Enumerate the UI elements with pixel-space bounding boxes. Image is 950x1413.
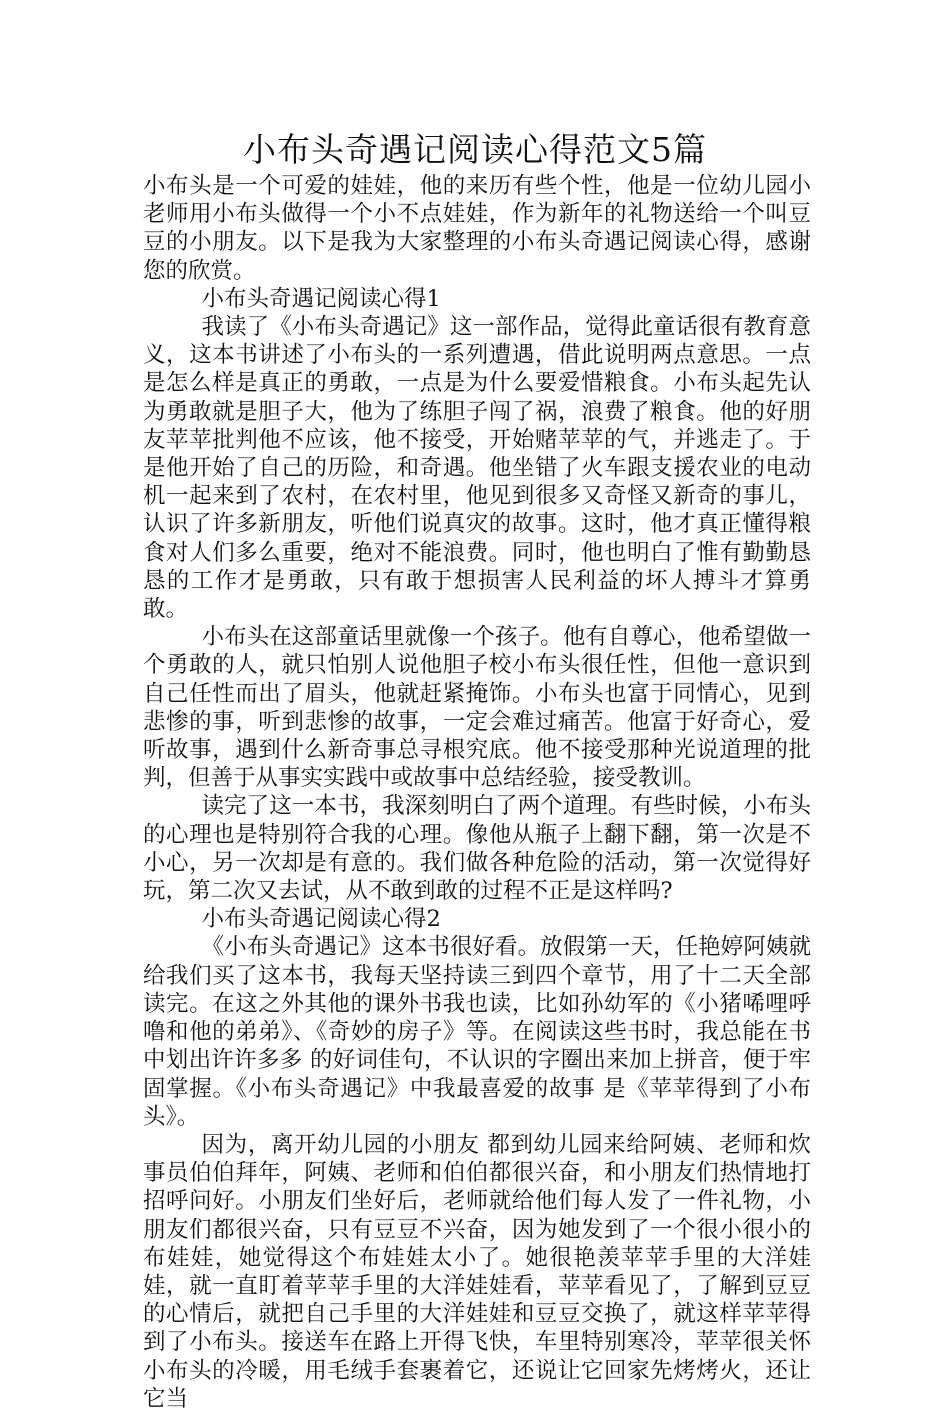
section1-paragraph-3: 读完了这一本书，我深刻明白了两个道理。有些时候，小布头的心理也是特别符合我的心理。像他从瓶子上翻下翻，第一次是不小心，另一次却是有意的。我们做各种危险的活动，第一次觉得好玩，第二次又去试，从不敢到敢的过程不正是这样吗? (143, 793, 811, 905)
section1-paragraph-2: 小布头在这部童话里就像一个孩子。他有自尊心，他希望做一个勇敢的人，就只怕别人说他胆子校小布头很任性，但他一意识到自己任性而出了眉头，他就赶紧掩饰。小布头也富于同情心，见到悲惨的事，听到悲惨的故事，一定会难过痛苦。他富于好奇心，爱听故事，遇到什么新奇事总寻根究底。他不接受那种光说道理的批判，但善于从事实实践中或故事中总结经验，接受教训。 (143, 624, 811, 792)
intro-paragraph: 小布头是一个可爱的娃娃，他的来历有些个性，他是一位幼儿园小老师用小布头做得一个小不点娃娃，作为新年的礼物送给一个叫豆豆的小朋友。以下是我为大家整理的小布头奇遇记阅读心得，感谢您的欣赏。 (143, 173, 811, 284)
document-body (143, 172, 811, 1413)
section2-paragraph-2: 因为，离开幼儿园的小朋友 都到幼儿园来给阿姨、老师和炊事员伯伯拜年，阿姨、老师和伯伯都很兴奋，和小朋友们热情地打招呼问好。小朋友们坐好后，老师就给他们每人发了一件礼物，小朋友们都很兴奋，只有豆豆不兴奋，因为她发到了一个很小很小的布娃娃，她觉得这个布娃娃太小了。她很艳羡苹苹手里的大洋娃娃，就一直盯着苹苹手里的大洋娃娃看，苹苹看见了，了解到豆豆的心情后，就把自己手里的大洋娃娃和豆豆交换了，就这样苹苹得到了小布头。接送车在路上开得飞快，车里特别寒冷，苹苹很关怀小布头的冷暖，用毛绒手套裹着它，还说让它回家先烤烤火，还让它当 (143, 1131, 811, 1412)
document-title: 小布头奇遇记阅读心得范文5篇 (243, 130, 707, 169)
section2-paragraph-1: 《小布头奇遇记》这本书很好看。放假第一天，任艳婷阿姨就给我们买了这本书，我每天坚持读三到四个章节，用了十二天全部读完。在这之外其他的课外书我也读，比如孙幼军的《小猪唏哩呼噜和他的弟弟》、《奇妙的房子》等。在阅读这些书时，我总能在书中划出许许多多 的好词佳句，不认识的字圈出来加上拼音，便于牢固掌握。《小布头奇遇记》中我最喜爱的故事 是《苹苹得到了小布头》。 (143, 934, 811, 1130)
section-heading-1: 小布头奇遇记阅读心得1 (201, 285, 441, 312)
section1-paragraph-1: 我读了《小布头奇遇记》这一部作品，觉得此童话很有教育意义，这本书讲述了小布头的一系列遭遇，借此说明两点意思。一点是怎么样是真正的勇敢，一点是为什么要爱惜粮食。小布头起先认为勇敢就是胆子大，他为了练胆子闯了祸，浪费了粮食。他的好朋友苹苹批判他不应该，他不接受，开始赌苹苹的气，并逃走了。于是他开始了自己的历险，和奇遇。他坐错了火车跟支援农业的电动机一起来到了农村，在农村里，他见到很多又奇怪又新奇的事儿，认识了许多新朋友，听他们说真灾的故事。这时，他才真正懂得粮食对人们多么重要，绝对不能浪费。同时，他也明白了惟有勤勤恳恳的工作才是勇敢，只有敢于想损害人民利益的坏人搏斗才算勇敢。 (143, 314, 811, 623)
section-heading-2: 小布头奇遇记阅读心得2 (201, 906, 441, 933)
